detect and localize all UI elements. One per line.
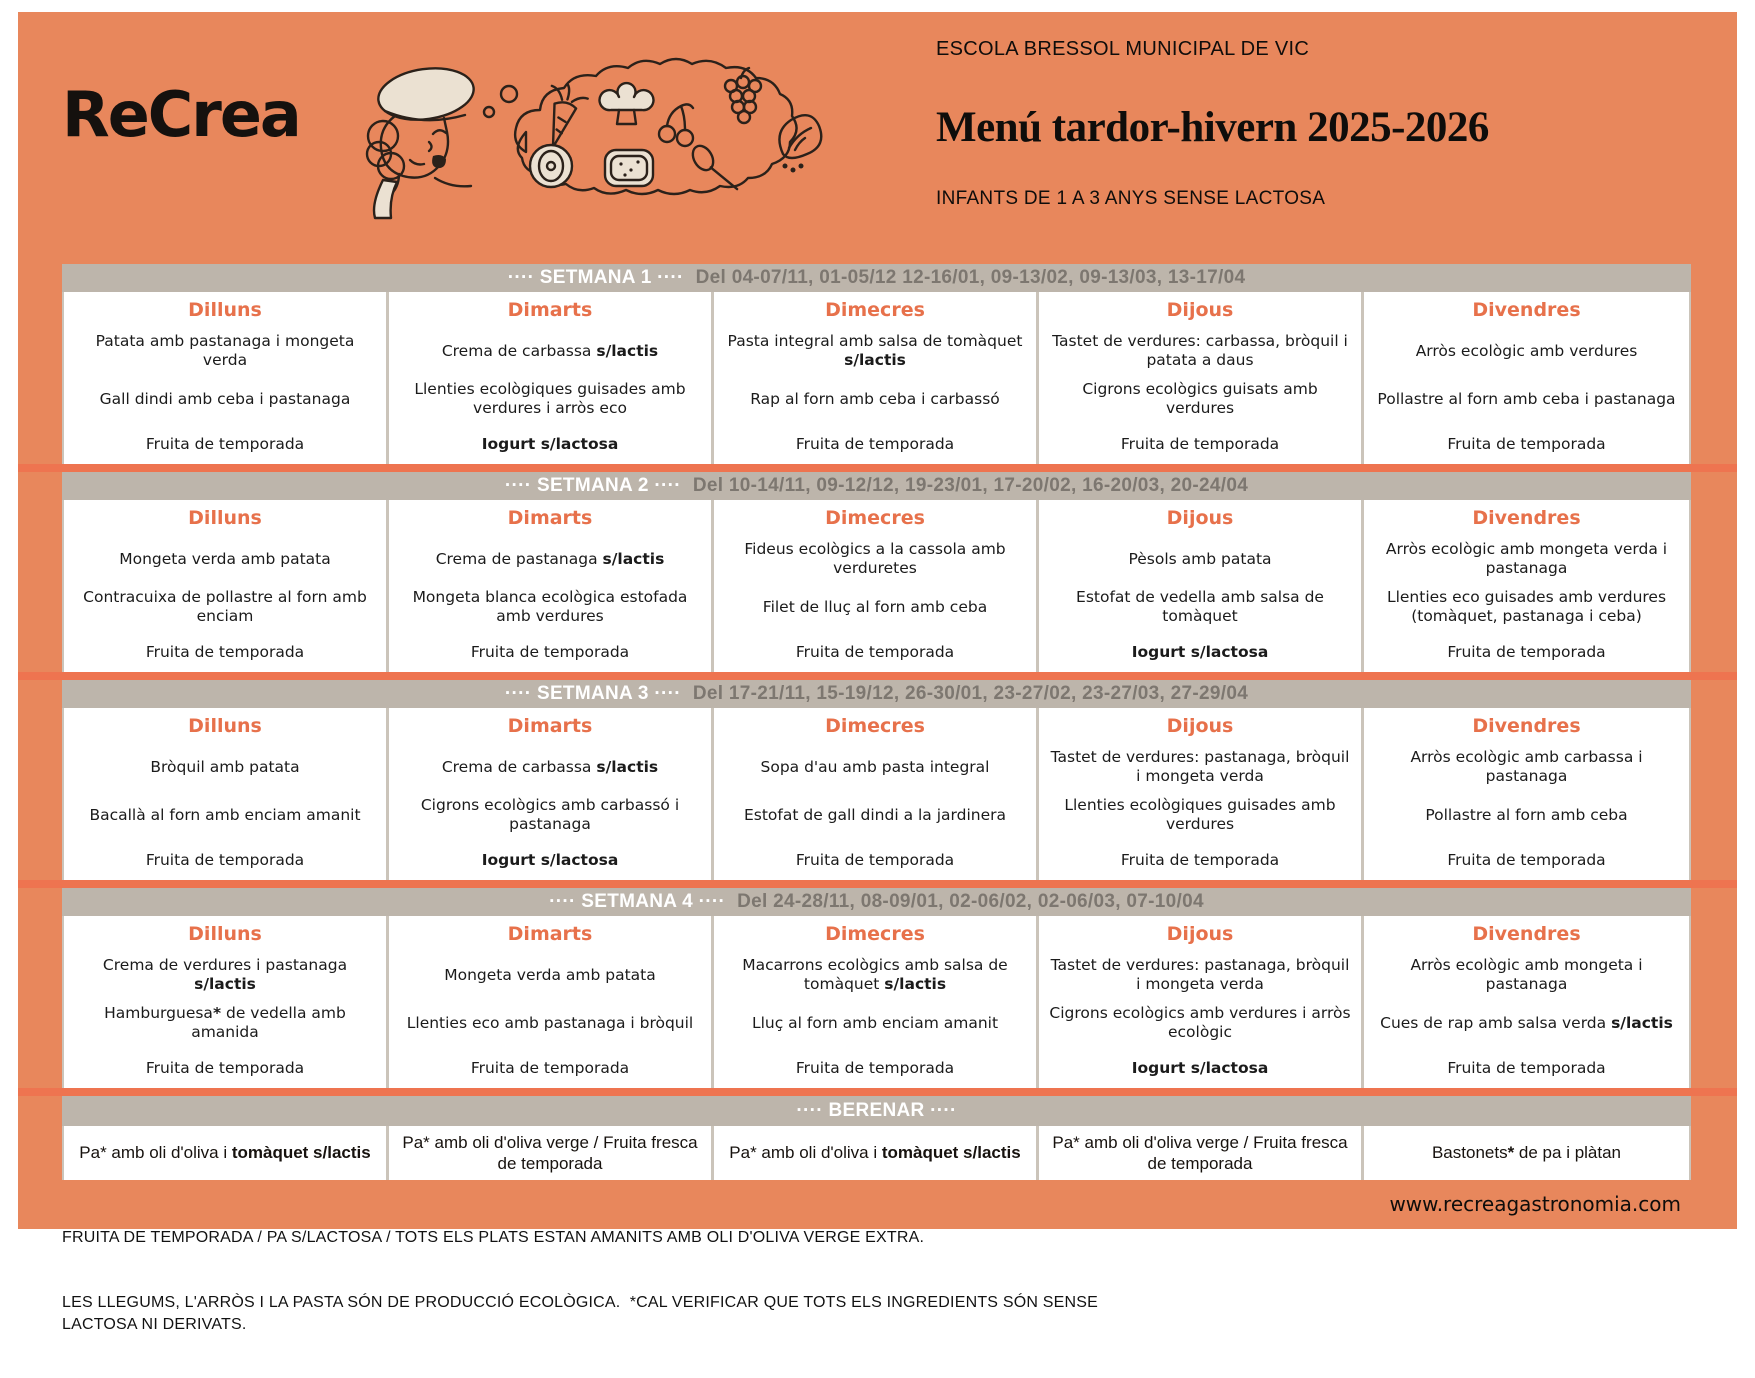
dish-cell — [1364, 536, 1689, 582]
week-grid — [62, 708, 1691, 880]
day-header: Divendres — [1472, 299, 1581, 321]
dish-cell — [1039, 1048, 1364, 1088]
day-header: Dijous — [1039, 916, 1364, 952]
dish-cell — [64, 536, 389, 582]
day-header: Dilluns — [64, 708, 389, 744]
dish-text: Filet de lluç al forn amb ceba — [762, 597, 988, 616]
dish-text: Lluç al forn amb enciam amanit — [751, 1013, 999, 1032]
week-dates: Del 24-28/11, 08-09/01, 02-06/02, 02-06/03, 07-10/04 — [737, 891, 1204, 912]
dish-cell — [714, 424, 1039, 464]
dish-text: Fruita de temporada — [795, 642, 955, 661]
dish-cell — [714, 1048, 1039, 1088]
day-header: Dimecres — [714, 292, 1039, 328]
dish-text: Pollastre al forn amb ceba — [1425, 805, 1628, 824]
dish-cell — [389, 744, 714, 790]
dish-text: Sopa d'au amb pasta integral — [760, 757, 990, 776]
dish-cell — [1364, 328, 1689, 374]
dish-cell — [389, 790, 714, 840]
dish-cell — [1364, 840, 1689, 880]
berenar-text: Pa* amb oli d'oliva verge / Fruita fresca de temporada — [1052, 1132, 1348, 1173]
dish-text: Tastet de verdures: pastanaga, bròquil i mongeta verda — [1050, 748, 1350, 785]
dish-text: Cues de rap amb salsa verda s/lactis — [1380, 1013, 1673, 1032]
dish-text: Fruita de temporada — [470, 1058, 630, 1077]
dish-cell — [64, 790, 389, 840]
footnote-line-2: LES LLEGUMS, L'ARRÒS I LA PASTA SÓN DE PRODUCCIÓ ECOLÒGICA. *CAL VERIFICAR QUE TOTS ELS INGREDIENTS SÓN SENSE LACTOSA NI DERIVATS. — [62, 1293, 1103, 1333]
day-header: Dilluns — [64, 292, 389, 328]
dish-cell — [389, 840, 714, 880]
week-band — [62, 888, 1691, 916]
dish-text: Mongeta verda amb patata — [444, 965, 656, 984]
dish-text: Fruita de temporada — [145, 850, 305, 869]
dish-text: Estofat de gall dindi a la jardinera — [743, 805, 1007, 824]
dish-text: Fruita de temporada — [1447, 850, 1606, 869]
dish-cell — [389, 328, 714, 374]
footnote-line-1: FRUITA DE TEMPORADA / PA S/LACTOSA / TOTS ELS PLATS ESTAN AMANITS AMB OLI D'OLIVA VERGE EXTRA. — [62, 1229, 925, 1247]
dish-text: Estofat de vedella amb salsa de tomàquet — [1076, 588, 1324, 625]
dish-cell — [714, 328, 1039, 374]
dish-text: Fruita de temporada — [1447, 642, 1606, 661]
dish-cell — [1364, 374, 1689, 424]
dish-cell — [714, 536, 1039, 582]
dish-cell — [714, 374, 1039, 424]
dish-text: Pollastre al forn amb ceba i pastanaga — [1377, 389, 1676, 408]
dish-text: Iogurt s/lactosa — [1131, 642, 1269, 661]
dish-cell — [1364, 998, 1689, 1048]
dish-text: Gall dindi amb ceba i pastanaga — [99, 389, 351, 408]
dish-cell — [64, 1048, 389, 1088]
dish-text: Crema de carbassa s/lactis — [441, 757, 659, 776]
dish-text: Mongeta verda amb patata — [119, 549, 331, 568]
dish-cell — [1364, 582, 1689, 632]
dish-text: Fruita de temporada — [1447, 434, 1606, 453]
dish-cell — [1039, 790, 1364, 840]
orange-canvas — [18, 12, 1737, 1333]
dish-text: Hamburguesa* de vedella amb amanida — [104, 1004, 346, 1041]
dish-text: Fruita de temporada — [795, 850, 955, 869]
day-header: Divendres — [1472, 715, 1581, 737]
dish-cell — [1364, 1048, 1689, 1088]
day-header: Dijous — [1039, 292, 1364, 328]
berenar-row — [62, 1126, 1691, 1180]
dish-text: Bròquil amb patata — [150, 757, 300, 776]
day-header: Dijous — [1039, 708, 1364, 744]
week-band — [62, 472, 1691, 500]
berenar-text: Pa* amb oli d'oliva i tomàquet s/lactis — [729, 1143, 1021, 1163]
week-band — [62, 264, 1691, 292]
dish-text: Rap al forn amb ceba i carbassó — [750, 389, 1000, 408]
berenar-cell — [64, 1126, 389, 1180]
day-header: Dimecres — [714, 708, 1039, 744]
day-header: Divendres — [1472, 507, 1581, 529]
dish-text: Arròs ecològic amb carbassa i pastanaga — [1410, 748, 1643, 785]
dish-cell — [1364, 790, 1689, 840]
dish-text: Fruita de temporada — [1447, 1058, 1606, 1077]
dish-cell — [1364, 632, 1689, 672]
dish-text: Cigrons ecològics amb carbassó i pastanaga — [420, 796, 680, 833]
week-title: ···· SETMANA 3 ···· — [504, 683, 681, 704]
berenar-cell — [1364, 1126, 1689, 1180]
dish-cell — [1039, 840, 1364, 880]
dish-text: Fruita de temporada — [145, 642, 305, 661]
day-header: Dimarts — [389, 916, 714, 952]
school-name: ESCOLA BRESSOL MUNICIPAL DE VIC — [936, 38, 1310, 60]
dish-text: Fideus ecològics a la cassola amb verduretes — [744, 540, 1006, 577]
weeks — [62, 264, 1691, 1088]
week-grid — [62, 292, 1691, 464]
week-title: ···· SETMANA 1 ···· — [507, 267, 684, 288]
dish-cell — [1039, 998, 1364, 1048]
dish-cell — [714, 632, 1039, 672]
day-header: Dimarts — [389, 708, 714, 744]
dish-cell — [1039, 744, 1364, 790]
berenar-cell — [1039, 1126, 1364, 1180]
cherries-icon — [659, 104, 693, 146]
berenar-band — [62, 1096, 1691, 1126]
dish-text: Llenties ecològiques guisades amb verdures i arròs eco — [414, 380, 686, 417]
dish-cell — [64, 582, 389, 632]
week-band — [62, 680, 1691, 708]
day-header: Dimecres — [714, 916, 1039, 952]
dish-cell — [64, 840, 389, 880]
kale-icon — [779, 115, 821, 172]
week-title: ···· SETMANA 2 ···· — [504, 475, 681, 496]
dish-text: Fruita de temporada — [470, 642, 630, 661]
dish-cell — [714, 744, 1039, 790]
week-separator — [18, 672, 1737, 680]
dish-cell — [389, 536, 714, 582]
dish-text: Fruita de temporada — [145, 1058, 305, 1077]
recrea-logo: ReCrea — [62, 78, 300, 151]
dish-cell — [389, 424, 714, 464]
dish-text: Tastet de verdures: pastanaga, bròquil i mongeta verda — [1050, 956, 1350, 993]
dish-text: Fruita de temporada — [795, 434, 955, 453]
dish-cell — [714, 790, 1039, 840]
dish-cell — [389, 582, 714, 632]
dish-text: Fruita de temporada — [795, 1058, 955, 1077]
dish-cell — [1364, 744, 1689, 790]
dish-cell — [1039, 582, 1364, 632]
chef — [367, 63, 477, 218]
dish-cell — [64, 952, 389, 998]
dish-text: Llenties eco amb pastanaga i bròquil — [406, 1013, 694, 1032]
dish-text: Arròs ecològic amb verdures — [1415, 341, 1638, 360]
berenar-text: Pa* amb oli d'oliva verge / Fruita fresca de temporada — [402, 1132, 698, 1173]
dish-cell — [64, 328, 389, 374]
dish-text: Iogurt s/lactosa — [1131, 1058, 1269, 1077]
day-header: Dilluns — [64, 500, 389, 536]
dish-cell — [714, 840, 1039, 880]
dish-text: Patata amb pastanaga i mongeta verda — [95, 332, 355, 369]
dish-cell — [1364, 424, 1689, 464]
dish-cell — [64, 744, 389, 790]
dish-cell — [389, 952, 714, 998]
menu-table — [62, 264, 1691, 1180]
berenar-text: Bastonets* de pa i plàtan — [1431, 1143, 1622, 1163]
dish-text: Cigrons ecològics amb verdures i arròs ecològic — [1049, 1004, 1351, 1041]
dish-cell — [1039, 952, 1364, 998]
broccoli-icon — [599, 83, 653, 124]
dish-cell — [389, 1048, 714, 1088]
dish-text: Arròs ecològic amb mongeta verda i pastanaga — [1385, 540, 1668, 577]
dish-cell — [389, 632, 714, 672]
day-header: Dijous — [1039, 500, 1364, 536]
dish-text: Pèsols amb patata — [1128, 549, 1272, 568]
dish-cell — [1364, 952, 1689, 998]
dish-text: Crema de verdures i pastanaga s/lactis — [102, 956, 348, 993]
day-header: Dimarts — [389, 292, 714, 328]
dish-cell — [714, 582, 1039, 632]
chef-illustration — [313, 54, 873, 224]
page-title: Menú tardor-hivern 2025-2026 — [936, 104, 1489, 151]
dish-cell — [64, 424, 389, 464]
menu-subtitle: INFANTS DE 1 A 3 ANYS SENSE LACTOSA — [936, 188, 1326, 209]
dish-cell — [64, 998, 389, 1048]
dish-text: Llenties ecològiques guisades amb verdures — [1064, 796, 1336, 833]
dish-text: Fruita de temporada — [1120, 850, 1280, 869]
week-separator — [18, 464, 1737, 472]
dish-cell — [1039, 328, 1364, 374]
dish-cell — [1039, 536, 1364, 582]
week-separator — [18, 880, 1737, 888]
dish-cell — [1039, 424, 1364, 464]
dish-cell — [64, 632, 389, 672]
dish-text: Crema de carbassa s/lactis — [441, 341, 659, 360]
day-header: Dimarts — [389, 500, 714, 536]
berenar-text: Pa* amb oli d'oliva i tomàquet s/lactis — [79, 1143, 371, 1163]
header-text-block — [936, 38, 1706, 210]
berenar-label: ···· BERENAR ···· — [796, 1100, 957, 1121]
berenar-cell — [714, 1126, 1039, 1180]
dish-cell — [389, 374, 714, 424]
dish-text: Iogurt s/lactosa — [481, 434, 619, 453]
week-dates: Del 04-07/11, 01-05/12 12-16/01, 09-13/02, 09-13/03, 13-17/04 — [695, 267, 1246, 288]
dish-text: Tastet de verdures: carbassa, bròquil i patata a daus — [1052, 332, 1348, 369]
bread-icon — [605, 150, 653, 186]
dish-cell — [714, 952, 1039, 998]
dish-cell — [1039, 374, 1364, 424]
dish-cell — [389, 998, 714, 1048]
dish-text: Arròs ecològic amb mongeta i pastanaga — [1410, 956, 1643, 993]
footnotes — [62, 1184, 1142, 1378]
week-dates: Del 10-14/11, 09-12/12, 19-23/01, 17-20/02, 16-20/03, 20-24/04 — [692, 475, 1249, 496]
dish-text: Mongeta blanca ecològica estofada amb verdures — [412, 588, 688, 625]
dish-text: Contracuixa de pollastre al forn amb enciam — [83, 588, 367, 625]
thought-dots — [484, 86, 517, 117]
week-grid — [62, 500, 1691, 672]
week-grid — [62, 916, 1691, 1088]
dish-text: Fruita de temporada — [145, 434, 305, 453]
week-title: ···· SETMANA 4 ···· — [549, 891, 726, 912]
week-dates: Del 17-21/11, 15-19/12, 26-30/01, 23-27/02, 23-27/03, 27-29/04 — [692, 683, 1249, 704]
dish-text: Iogurt s/lactosa — [481, 850, 619, 869]
peach-icon — [530, 145, 572, 187]
dish-text: Cigrons ecològics guisats amb verdures — [1082, 380, 1318, 417]
website-link: www.recreagastronomia.com — [1389, 1192, 1681, 1216]
dish-cell — [1039, 632, 1364, 672]
dish-cell — [64, 374, 389, 424]
dish-text: Bacallà al forn amb enciam amanit — [89, 805, 361, 824]
dish-text: Crema de pastanaga s/lactis — [435, 549, 665, 568]
day-header: Divendres — [1472, 923, 1581, 945]
carrot-icon — [534, 80, 590, 153]
week-separator — [18, 1088, 1737, 1096]
day-header: Dilluns — [64, 916, 389, 952]
berenar-cell — [389, 1126, 714, 1180]
dish-text: Pasta integral amb salsa de tomàquet s/lactis — [727, 332, 1023, 369]
dish-cell — [714, 998, 1039, 1048]
dish-text: Macarrons ecològics amb salsa de tomàquet s/lactis — [742, 956, 1008, 993]
dish-text: Llenties eco guisades amb verdures (tomàquet, pastanaga i ceba) — [1386, 588, 1667, 625]
dish-text: Fruita de temporada — [1120, 434, 1280, 453]
day-header: Dimecres — [714, 500, 1039, 536]
